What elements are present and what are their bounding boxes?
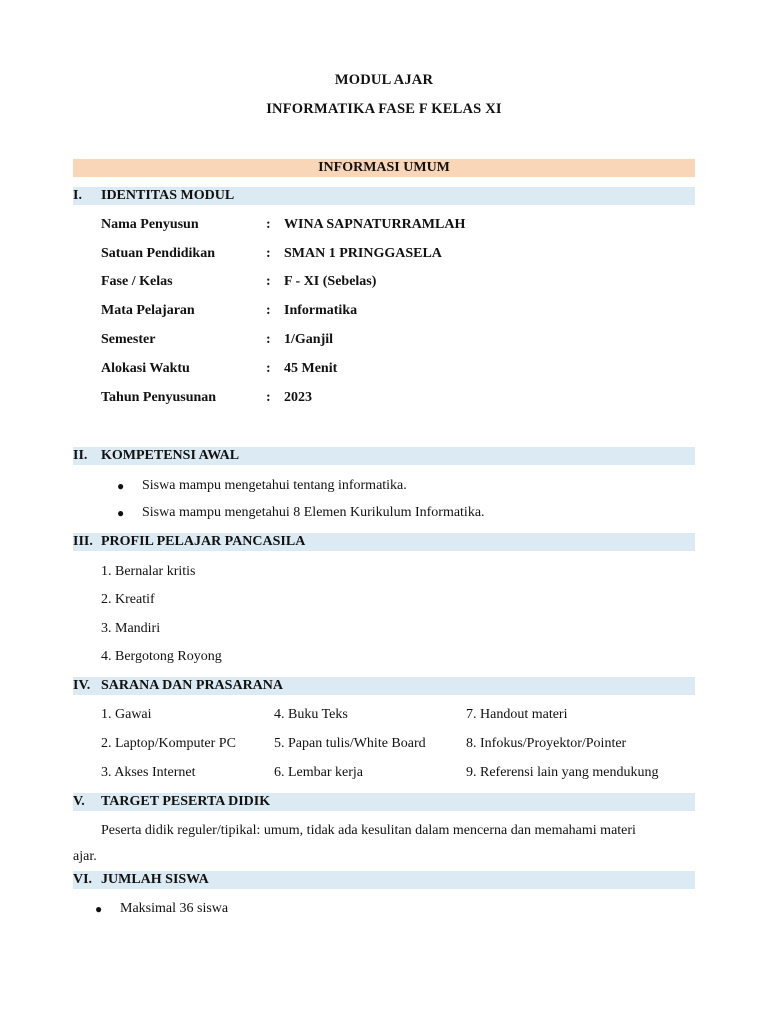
identitas-label: Satuan Pendidikan [101, 246, 215, 261]
identitas-value: 1/Ganjil [284, 332, 334, 347]
section-profil-pelajar-pancasila [73, 533, 695, 551]
section-title: TARGET PESERTA DIDIK [101, 794, 271, 809]
identitas-label: Tahun Penyusunan [101, 390, 217, 405]
section-title: SARANA DAN PRASARANA [101, 678, 284, 693]
section-title: PROFIL PELAJAR PANCASILA [101, 534, 306, 549]
identitas-value: F - XI (Sebelas) [284, 274, 377, 289]
identitas-label: Mata Pelajaran [101, 303, 195, 318]
identitas-value: WINA SAPNATURRAMLAH [284, 217, 466, 232]
section-title: KOMPETENSI AWAL [101, 448, 240, 463]
section-kompetensi-awal [73, 447, 695, 465]
identitas-label: Semester [101, 332, 156, 347]
identitas-row [101, 389, 695, 407]
section-jumlah-siswa [73, 871, 695, 889]
sarana-item: 7. Handout materi [466, 707, 568, 722]
document-subtitle: INFORMATIKA FASE F KELAS XI [266, 101, 502, 117]
sarana-item: 9. Referensi lain yang mendukung [466, 765, 659, 780]
jumlah-text: Maksimal 36 siswa [120, 901, 229, 916]
identitas-label: Fase / Kelas [101, 274, 173, 289]
sarana-item: 6. Lembar kerja [274, 765, 364, 780]
identitas-label: Alokasi Waktu [101, 361, 190, 376]
identitas-colon: : [266, 217, 271, 232]
target-text-line2: ajar. [73, 849, 97, 864]
section-title: IDENTITAS MODUL [101, 188, 235, 203]
section-identitas-modul [73, 187, 695, 205]
identitas-value: SMAN 1 PRINGGASELA [284, 246, 442, 261]
section-number: V. [73, 794, 85, 809]
identitas-colon: : [266, 390, 271, 405]
document-title: MODUL AJAR [334, 72, 434, 88]
identitas-value: Informatika [284, 303, 358, 318]
profil-item: 3. Mandiri [101, 621, 161, 636]
identitas-row [101, 273, 695, 291]
identitas-row [101, 360, 695, 378]
identitas-colon: : [266, 332, 271, 347]
identitas-value: 2023 [284, 390, 312, 405]
informasi-umum-banner [73, 159, 695, 177]
identitas-row [101, 331, 695, 349]
identitas-row [101, 216, 695, 234]
identitas-colon: : [266, 361, 271, 376]
banner-text: INFORMASI UMUM [318, 160, 450, 175]
section-number: II. [73, 448, 88, 463]
sarana-item: 5. Papan tulis/White Board [274, 736, 426, 751]
bullet-icon: ● [117, 506, 125, 520]
kompetensi-text: Siswa mampu mengetahui tentang informatika. [142, 478, 407, 493]
section-number: III. [73, 534, 93, 549]
profil-item: 4. Bergotong Royong [101, 649, 222, 664]
sarana-item: 1. Gawai [101, 707, 152, 722]
sarana-row [101, 764, 695, 782]
sarana-item: 3. Akses Internet [101, 765, 196, 780]
identitas-row [101, 302, 695, 320]
bullet-icon: ● [117, 479, 125, 493]
section-number: VI. [73, 872, 93, 887]
section-sarana-prasarana [73, 677, 695, 695]
section-number: IV. [73, 678, 91, 693]
sarana-row [101, 735, 695, 753]
sarana-item: 4. Buku Teks [274, 707, 348, 722]
identitas-label: Nama Penyusun [101, 217, 199, 232]
section-title: JUMLAH SISWA [101, 872, 209, 887]
section-target-peserta-didik [73, 793, 695, 811]
bullet-icon: ● [95, 902, 103, 916]
identitas-row [101, 245, 695, 263]
identitas-value: 45 Menit [284, 361, 338, 376]
sarana-item: 2. Laptop/Komputer PC [101, 736, 236, 751]
identitas-colon: : [266, 246, 271, 261]
target-text-line1: Peserta didik reguler/tipikal: umum, tidak ada kesulitan dalam mencerna dan memahami materi [101, 823, 636, 838]
section-number: I. [73, 188, 82, 203]
sarana-item: 8. Infokus/Proyektor/Pointer [466, 736, 627, 751]
kompetensi-text: Siswa mampu mengetahui 8 Elemen Kurikulum Informatika. [142, 505, 485, 520]
identitas-colon: : [266, 274, 271, 289]
profil-item: 1. Bernalar kritis [101, 564, 196, 579]
profil-item: 2. Kreatif [101, 592, 155, 607]
sarana-row [101, 706, 695, 724]
identitas-colon: : [266, 303, 271, 318]
